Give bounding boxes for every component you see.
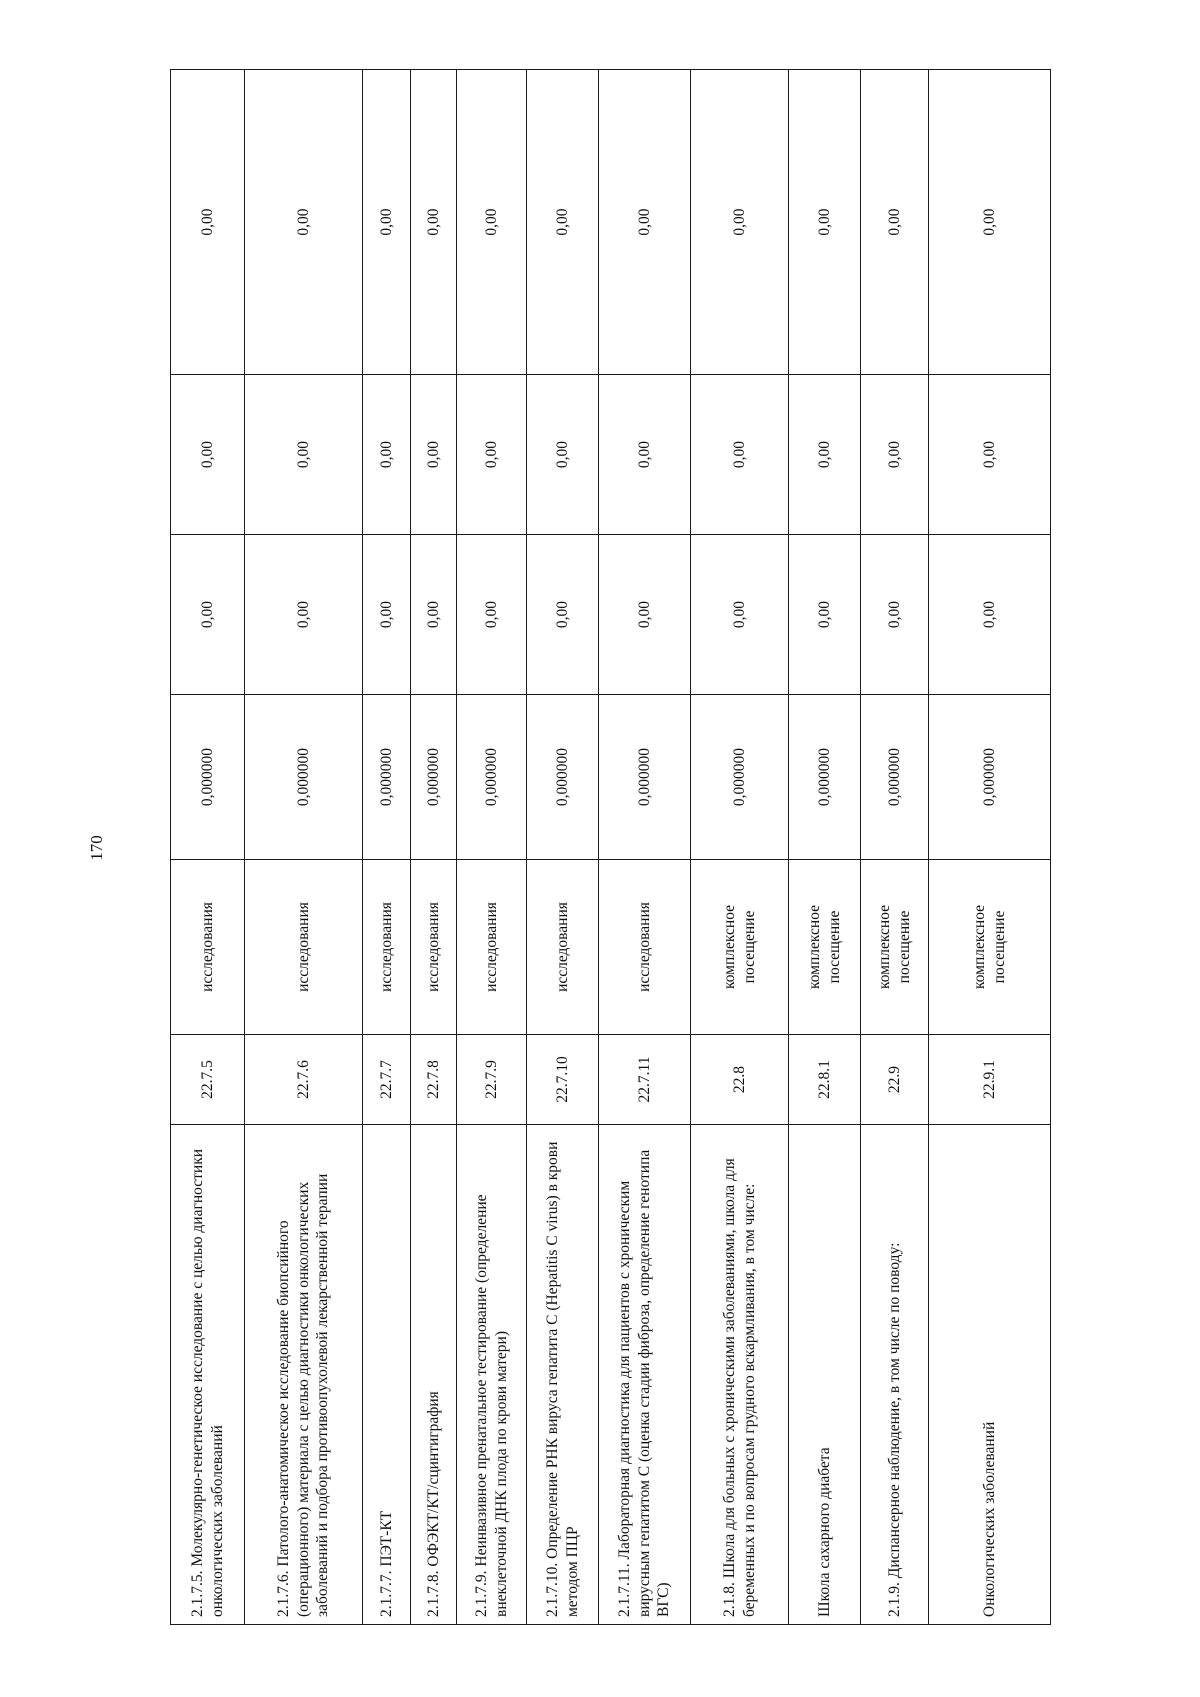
row-code: 22.8.1 [789,1035,861,1125]
row-name: 2.1.7.5. Молекулярно-генетическое исследование с целью диагностики онкологических заболеваний [171,1125,245,1625]
row-value-4: 0,00 [457,70,527,375]
row-name: 2.1.7.8. ОФЭКТ/КТ/сцинтиграфия [411,1125,457,1625]
row-value-2: 0,00 [789,535,861,695]
row-unit: исследования [457,860,527,1035]
row-code: 22.7.6 [245,1035,363,1125]
row-unit: исследования [411,860,457,1035]
row-code: 22.7.9 [457,1035,527,1125]
row-unit: исследования [363,860,411,1035]
row-value-2: 0,00 [929,535,1051,695]
row-value-2: 0,00 [245,535,363,695]
row-value-3: 0,00 [411,375,457,535]
table-row [929,70,1051,1625]
table-row [691,70,789,1625]
table-row [599,70,691,1625]
row-name: 2.1.7.10. Определение РНК вируса гепатита С (Hepatitis C virus) в крови методом ПЦР [527,1125,599,1625]
table-row [245,70,363,1625]
row-name: Онкологических заболеваний [929,1125,1051,1625]
row-value-3: 0,00 [171,375,245,535]
row-name: 2.1.7.11. Лабораторная диагностика для пациентов с хроническим вирусным гепатитом С (оценка стадии фиброза, определение генотипа ВГС) [599,1125,691,1625]
row-unit: комплексное посещение [691,860,789,1035]
row-code: 22.7.8 [411,1035,457,1125]
row-value-3: 0,00 [457,375,527,535]
row-value-3: 0,00 [929,375,1051,535]
row-name: 2.1.7.7. ПЭТ-КТ [363,1125,411,1625]
row-value-2: 0,00 [411,535,457,695]
row-unit: комплексное посещение [789,860,861,1035]
row-unit: исследования [527,860,599,1035]
row-code: 22.7.10 [527,1035,599,1125]
row-unit: исследования [599,860,691,1035]
row-value-1: 0,000000 [363,695,411,860]
row-code: 22.9 [861,1035,929,1125]
row-value-4: 0,00 [599,70,691,375]
row-value-1: 0,000000 [789,695,861,860]
row-value-1: 0,000000 [691,695,789,860]
table-row [457,70,527,1625]
row-unit: исследования [171,860,245,1035]
table-row [789,70,861,1625]
row-value-2: 0,00 [363,535,411,695]
row-value-3: 0,00 [599,375,691,535]
row-code: 22.8 [691,1035,789,1125]
row-value-4: 0,00 [245,70,363,375]
row-value-2: 0,00 [691,535,789,695]
row-name: 2.1.8. Школа для больных с хроническими заболеваниями, школа для беременных и по вопросам грудного вскармливания, в том числе: [691,1125,789,1625]
row-value-1: 0,000000 [411,695,457,860]
row-unit: исследования [245,860,363,1035]
row-value-3: 0,00 [691,375,789,535]
table-row [527,70,599,1625]
rotated-table-container [170,70,1050,1625]
row-value-4: 0,00 [691,70,789,375]
row-value-2: 0,00 [861,535,929,695]
row-value-4: 0,00 [789,70,861,375]
row-value-1: 0,000000 [527,695,599,860]
row-value-1: 0,000000 [929,695,1051,860]
row-value-4: 0,00 [363,70,411,375]
data-table [170,69,1051,1625]
row-name: Школа сахарного диабета [789,1125,861,1625]
row-code: 22.9.1 [929,1035,1051,1125]
row-value-1: 0,000000 [171,695,245,860]
row-name: 2.1.7.6. Патолого-анатомическое исследование биопсийного (операционного) материала с целью диагностики онкологических заболеваний и подбора противоопухолевой лекарственной терапии [245,1125,363,1625]
row-value-1: 0,000000 [245,695,363,860]
row-value-4: 0,00 [171,70,245,375]
page-number: 170 [87,835,106,861]
row-value-1: 0,000000 [457,695,527,860]
row-value-2: 0,00 [457,535,527,695]
row-value-4: 0,00 [861,70,929,375]
row-value-2: 0,00 [599,535,691,695]
row-value-3: 0,00 [245,375,363,535]
row-value-4: 0,00 [527,70,599,375]
row-unit: комплексное посещение [929,860,1051,1035]
row-value-1: 0,000000 [861,695,929,860]
row-name: 2.1.9. Диспансерное наблюдение, в том числе по поводу: [861,1125,929,1625]
table-row [861,70,929,1625]
row-code: 22.7.5 [171,1035,245,1125]
row-value-3: 0,00 [363,375,411,535]
row-value-3: 0,00 [861,375,929,535]
row-value-2: 0,00 [527,535,599,695]
row-value-3: 0,00 [789,375,861,535]
table-row [411,70,457,1625]
row-value-4: 0,00 [411,70,457,375]
row-value-2: 0,00 [171,535,245,695]
table-row [171,70,245,1625]
table-row [363,70,411,1625]
row-value-1: 0,000000 [599,695,691,860]
row-name: 2.1.7.9. Неинвазивное пренатальное тестирование (определение внеклеточной ДНК плода по крови матери) [457,1125,527,1625]
row-unit: комплексное посещение [861,860,929,1035]
row-value-3: 0,00 [527,375,599,535]
row-value-4: 0,00 [929,70,1051,375]
row-code: 22.7.11 [599,1035,691,1125]
row-code: 22.7.7 [363,1035,411,1125]
